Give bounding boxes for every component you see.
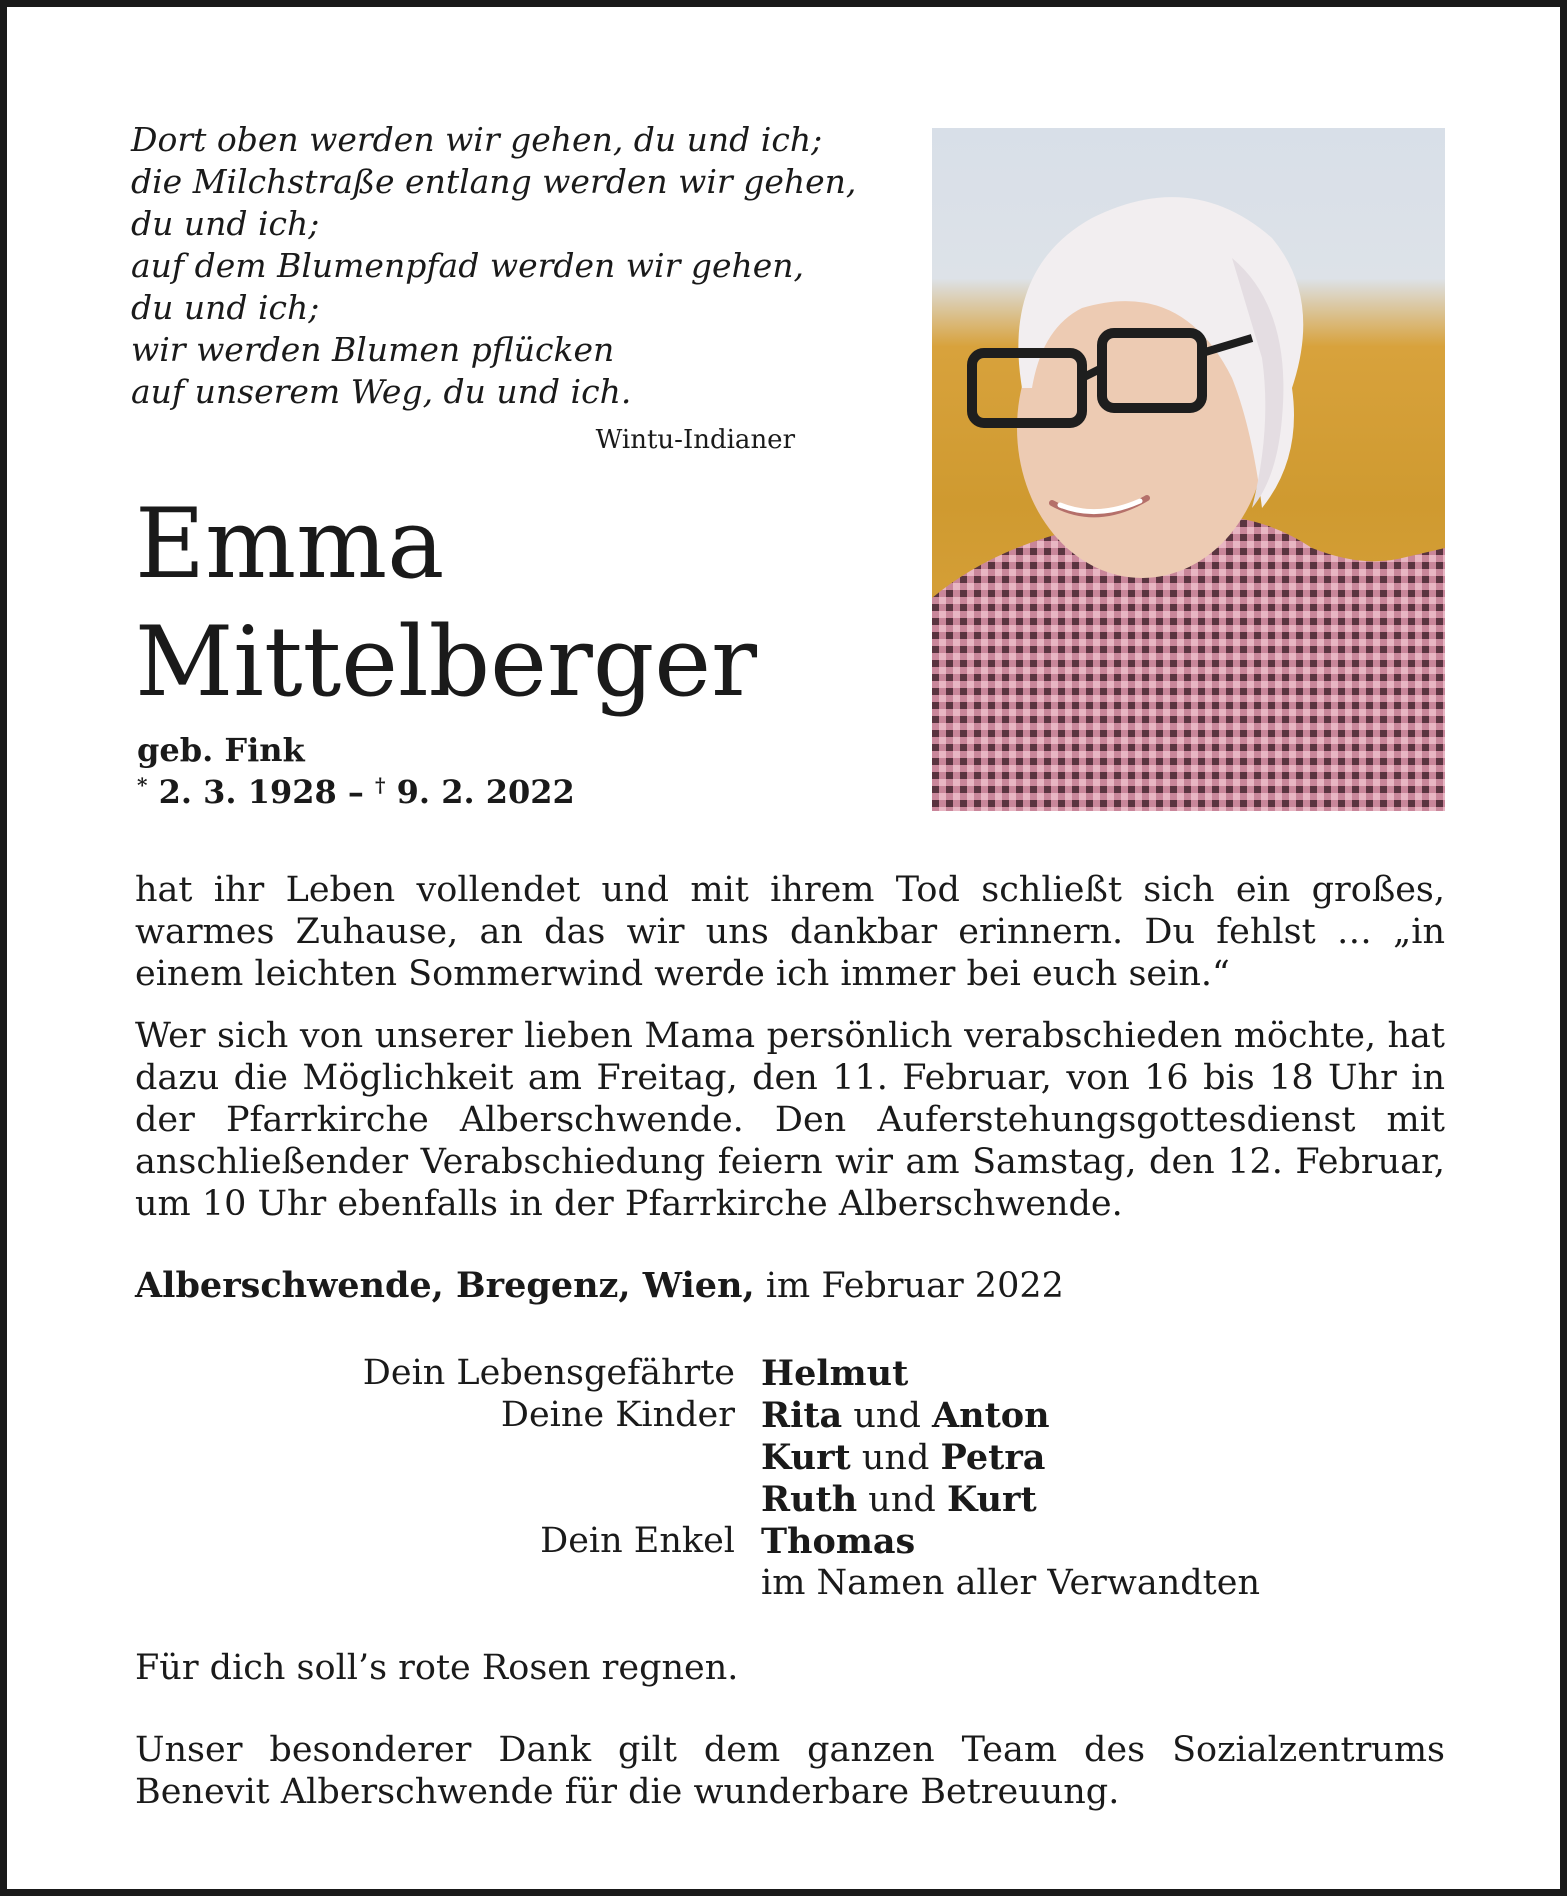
grandchild-label: Dein Enkel: [540, 1521, 735, 1561]
poem-line: Dort oben werden wir gehen, du und ich;: [131, 120, 823, 159]
birth-symbol: *: [137, 773, 148, 797]
children-line: [761, 1479, 1037, 1520]
birth-name: geb. Fink: [137, 731, 305, 769]
child-partner-name: Anton: [932, 1395, 1050, 1436]
grandchild-name: Thomas: [761, 1521, 916, 1562]
birth-date: 2. 3. 1928: [158, 773, 337, 811]
children-line: [761, 1437, 1045, 1478]
thanks-paragraph: Unser besonderer Dank gilt dem ganzen Team des Sozialzentrums Benevit Alberschwende für die wunderbare Betreuung.: [135, 1730, 1445, 1812]
poem-line: auf unserem Weg, du und ich.: [131, 372, 632, 411]
first-name: Emma: [135, 488, 445, 600]
children-label: Deine Kinder: [500, 1395, 735, 1435]
conjunction: und: [853, 1396, 921, 1436]
conjunction: und: [868, 1480, 936, 1520]
portrait-photo: [932, 128, 1445, 811]
poem-line: du und ich;: [131, 288, 320, 327]
child-partner-name: Petra: [940, 1437, 1046, 1478]
child-name: Rita: [761, 1395, 843, 1436]
places: Alberschwende, Bregenz, Wien,: [135, 1265, 755, 1306]
place-date: im Februar 2022: [765, 1266, 1064, 1306]
children-line: [761, 1395, 1050, 1436]
conjunction: und: [861, 1438, 930, 1478]
life-dates: [137, 773, 575, 811]
poem-line: die Milchstraße entlang werden wir gehen,: [131, 162, 857, 201]
poem-line: wir werden Blumen pflücken: [131, 330, 615, 369]
poem-line: auf dem Blumenpfad werden wir gehen,: [131, 246, 805, 285]
death-date: 9. 2. 2022: [396, 773, 575, 811]
poem-source: Wintu-Indianer: [595, 425, 795, 455]
partner-name: Helmut: [761, 1353, 909, 1394]
body-paragraph: hat ihr Leben vollendet und mit ihrem Tod schließt sich ein großes, warmes Zuhause, an das wir uns dankbar erinnern. Du fehlst … „in einem leichten Sommerwind werde ich immer bei euch sein.“: [135, 870, 1445, 994]
partner-name-line: [761, 1353, 908, 1394]
last-name: Mittelberger: [135, 606, 757, 718]
poem: [131, 119, 857, 413]
child-name: Ruth: [761, 1479, 858, 1520]
place-date-line: [135, 1265, 1064, 1306]
date-dash: –: [347, 773, 364, 811]
child-partner-name: Kurt: [946, 1479, 1037, 1520]
grandchild-line: [761, 1521, 915, 1562]
closing-line: Für dich soll’s rote Rosen regnen.: [135, 1648, 739, 1688]
portrait-illustration: [932, 128, 1445, 811]
partner-label: Dein Lebensgefährte: [362, 1353, 735, 1393]
relatives-line: im Namen aller Verwandten: [761, 1563, 1260, 1603]
body-paragraph: Wer sich von unserer lieben Mama persönlich verabschieden möchte, hat dazu die Möglichkeit am Freitag, den 11. Februar, von 16 bis 18 Uhr in der Pfarrkirche Alberschwende. Den Auferstehungsgottesdienst mit anschließender Verabschiedung feiern wir am Samstag, den 12. Februar, um 10 Uhr ebenfalls in der Pfarrkirche Alberschwende.: [135, 1016, 1445, 1224]
death-symbol: †: [375, 773, 386, 797]
poem-line: du und ich;: [131, 204, 320, 243]
child-name: Kurt: [761, 1437, 851, 1478]
